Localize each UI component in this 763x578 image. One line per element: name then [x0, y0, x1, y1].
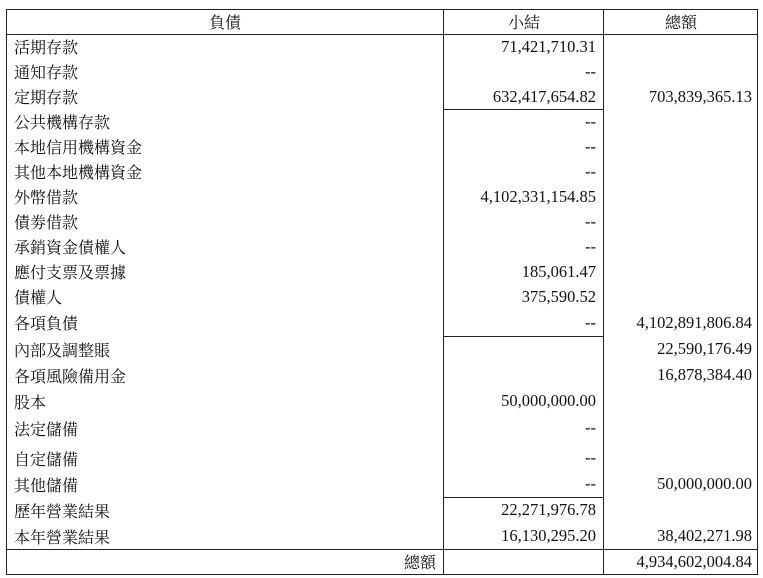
row-item: 自定儲備 — [14, 449, 79, 469]
row-total — [604, 259, 758, 284]
row-item: 承銷資金債權人 — [14, 238, 127, 257]
grand-total-row — [6, 549, 758, 574]
table-row — [6, 284, 758, 309]
header-total: 總額 — [664, 13, 697, 32]
row-total: 22,590,176.49 — [657, 339, 752, 358]
row-subtotal: -- — [585, 448, 596, 467]
row-total: 703,839,365.13 — [648, 86, 752, 106]
row-total — [604, 134, 758, 159]
row-item: 內部及調整賬 — [14, 340, 111, 360]
row-item: 其他儲備 — [14, 475, 79, 495]
table-row — [6, 362, 758, 388]
row-total — [604, 59, 758, 84]
frame-left — [6, 9, 7, 575]
row-item: 法定儲備 — [14, 419, 79, 439]
row-subtotal: 4,102,331,154.85 — [480, 186, 596, 206]
row-total — [604, 234, 758, 259]
subtotal-rule — [443, 109, 604, 110]
row-total: 4,102,891,806.84 — [636, 312, 752, 332]
row-item: 歷年營業結果 — [14, 501, 111, 521]
subtotal-rule — [443, 497, 604, 498]
row-subtotal: -- — [585, 61, 596, 81]
table-row — [6, 309, 758, 336]
row-total — [604, 388, 758, 414]
table-row — [6, 134, 758, 159]
row-total — [604, 34, 758, 59]
row-subtotal: 22,271,976.78 — [501, 500, 596, 519]
col-divider — [443, 9, 444, 575]
row-total — [604, 497, 758, 523]
header-subtotal: 小結 — [507, 13, 540, 32]
row-total — [604, 414, 758, 442]
row-item: 各項風險備用金 — [14, 366, 127, 386]
row-item: 債劵借款 — [14, 213, 79, 232]
row-total: 16,878,384.40 — [657, 365, 752, 384]
row-item: 公共機構存款 — [14, 113, 111, 132]
row-subtotal: -- — [585, 312, 596, 332]
row-total — [604, 445, 758, 471]
table-row — [6, 184, 758, 209]
col-divider — [603, 9, 604, 575]
grand-total-label: 總額 — [403, 553, 436, 572]
row-subtotal: -- — [585, 236, 596, 256]
row-item: 本地信用機構資金 — [14, 138, 143, 157]
row-item: 外幣借款 — [14, 188, 79, 207]
table-row — [6, 336, 758, 362]
table-header — [6, 9, 758, 34]
row-subtotal: -- — [585, 418, 596, 437]
liabilities-table — [6, 9, 758, 575]
header-rule — [6, 34, 758, 35]
row-subtotal: -- — [585, 161, 596, 181]
row-total — [604, 159, 758, 184]
row-subtotal: -- — [585, 136, 596, 156]
table-row — [6, 209, 758, 234]
table-row — [6, 471, 758, 497]
row-item: 應付支票及票據 — [14, 263, 127, 282]
row-item: 定期存款 — [14, 88, 79, 107]
row-subtotal: 185,061.47 — [521, 261, 596, 281]
grand-total-subtotal — [444, 549, 604, 574]
row-item: 其他本地機構資金 — [14, 163, 143, 182]
table-row — [6, 497, 758, 523]
row-subtotal: -- — [585, 111, 596, 131]
header-item: 負債 — [208, 13, 241, 32]
row-item: 通知存款 — [14, 63, 79, 82]
frame-right — [757, 9, 758, 575]
table-row — [6, 445, 758, 471]
row-total — [604, 209, 758, 234]
table-row — [6, 414, 758, 442]
row-total — [604, 109, 758, 134]
row-subtotal: 50,000,000.00 — [501, 391, 596, 410]
row-subtotal: 375,590.52 — [521, 286, 596, 306]
row-item: 股本 — [14, 392, 47, 412]
frame-bottom — [6, 574, 758, 575]
row-total: 38,402,271.98 — [657, 526, 752, 545]
row-item: 各項負債 — [14, 314, 79, 333]
row-item: 活期存款 — [14, 38, 79, 57]
table-row — [6, 84, 758, 109]
row-item: 債權人 — [14, 288, 63, 307]
table-row — [6, 59, 758, 84]
row-subtotal: 632,417,654.82 — [492, 86, 596, 106]
table-row — [6, 388, 758, 414]
row-subtotal — [444, 362, 604, 388]
row-total — [604, 184, 758, 209]
table-row — [6, 259, 758, 284]
row-total — [604, 284, 758, 309]
row-subtotal — [444, 336, 604, 362]
frame-top — [6, 9, 758, 10]
table-row — [6, 109, 758, 134]
row-subtotal: 16,130,295.20 — [501, 526, 596, 545]
total-rule — [6, 549, 758, 550]
row-item: 本年營業結果 — [14, 527, 111, 547]
table-row — [6, 34, 758, 59]
subtotal-rule — [443, 336, 604, 337]
row-total: 50,000,000.00 — [657, 474, 752, 493]
grand-total-value: 4,934,602,004.84 — [636, 551, 752, 571]
row-subtotal: -- — [585, 474, 596, 493]
table-row — [6, 234, 758, 259]
row-subtotal: 71,421,710.31 — [501, 36, 596, 56]
table-row — [6, 523, 758, 549]
row-subtotal: -- — [585, 211, 596, 231]
table-row — [6, 159, 758, 184]
